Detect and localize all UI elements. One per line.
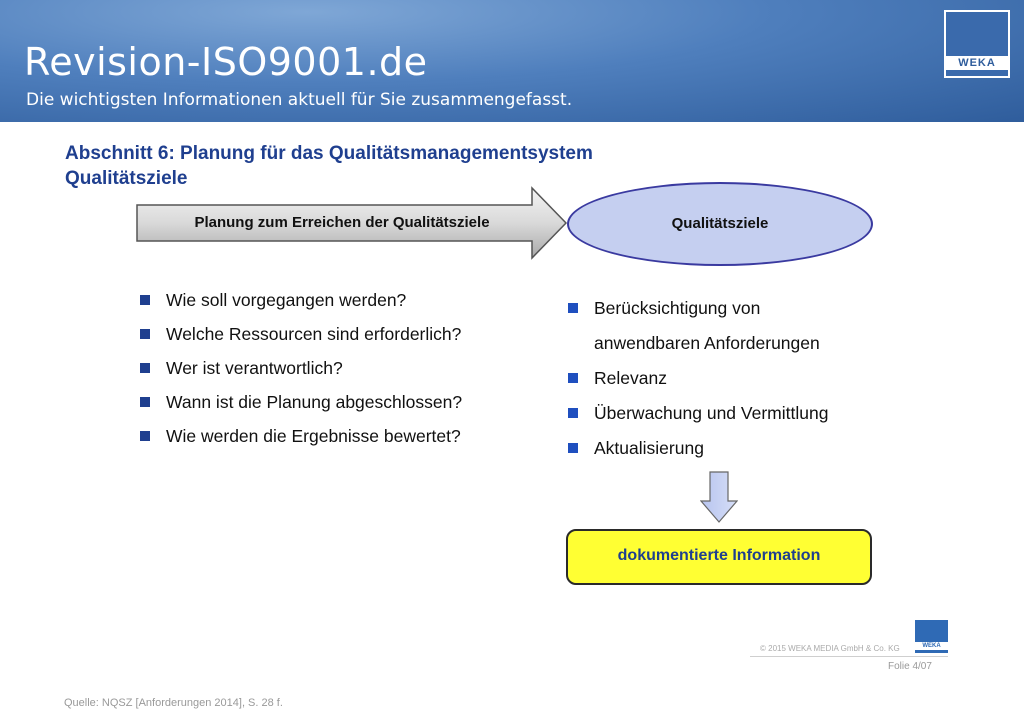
slide-heading bbox=[65, 141, 593, 191]
list-item: Wer ist verantwortlich? bbox=[138, 357, 462, 391]
list-item: Welche Ressourcen sind erforderlich? bbox=[138, 323, 462, 357]
square-bullet-icon bbox=[140, 431, 150, 441]
square-bullet-icon bbox=[568, 408, 578, 418]
heading-line-1: Abschnitt 6: Planung für das Qualitätsmanagementsystem bbox=[65, 143, 593, 164]
weka-logo-text: WEKA bbox=[946, 56, 1008, 70]
copyright-text: © 2015 WEKA MEDIA GmbH & Co. KG bbox=[760, 644, 900, 653]
documented-info-label: dokumentierte Information bbox=[617, 547, 821, 564]
arrow-label: Planung zum Erreichen der Qualitätsziele bbox=[194, 214, 490, 231]
square-bullet-icon bbox=[568, 373, 578, 383]
weka-small-logo-text: WEKA bbox=[915, 642, 948, 650]
square-bullet-icon bbox=[568, 443, 578, 453]
list-item-continuation: anwendbaren Anforderungen bbox=[594, 333, 820, 353]
list-item: Überwachung und Vermittlung bbox=[566, 396, 828, 431]
goal-criteria-list bbox=[566, 291, 828, 466]
slide-number: Folie 4/07 bbox=[888, 661, 932, 672]
source-citation: Quelle: NQSZ [Anforderungen 2014], S. 28 f. bbox=[64, 697, 283, 709]
weka-small-logo bbox=[915, 620, 948, 653]
weka-logo bbox=[944, 10, 1010, 78]
list-item: Wie werden die Ergebnisse bewertet? bbox=[138, 425, 462, 459]
heading-line-2: Qualitätsziele bbox=[65, 168, 188, 189]
list-item: Aktualisierung bbox=[566, 431, 828, 466]
square-bullet-icon bbox=[140, 329, 150, 339]
footer-divider bbox=[750, 656, 948, 657]
planning-questions-list bbox=[138, 289, 462, 459]
site-title: Revision-ISO9001.de bbox=[24, 40, 428, 84]
square-bullet-icon bbox=[140, 363, 150, 373]
down-arrow-icon bbox=[700, 471, 738, 523]
square-bullet-icon bbox=[140, 397, 150, 407]
list-item: Relevanz bbox=[566, 361, 828, 396]
list-item: Wann ist die Planung abgeschlossen? bbox=[138, 391, 462, 425]
square-bullet-icon bbox=[140, 295, 150, 305]
square-bullet-icon bbox=[568, 303, 578, 313]
list-item: Berücksichtigung von bbox=[566, 291, 828, 326]
goals-oval-label: Qualitätsziele bbox=[671, 215, 769, 232]
site-subtitle: Die wichtigsten Informationen aktuell für Sie zusammengefasst. bbox=[26, 90, 573, 110]
header-banner bbox=[0, 0, 1024, 122]
list-item: Wie soll vorgegangen werden? bbox=[138, 289, 462, 323]
